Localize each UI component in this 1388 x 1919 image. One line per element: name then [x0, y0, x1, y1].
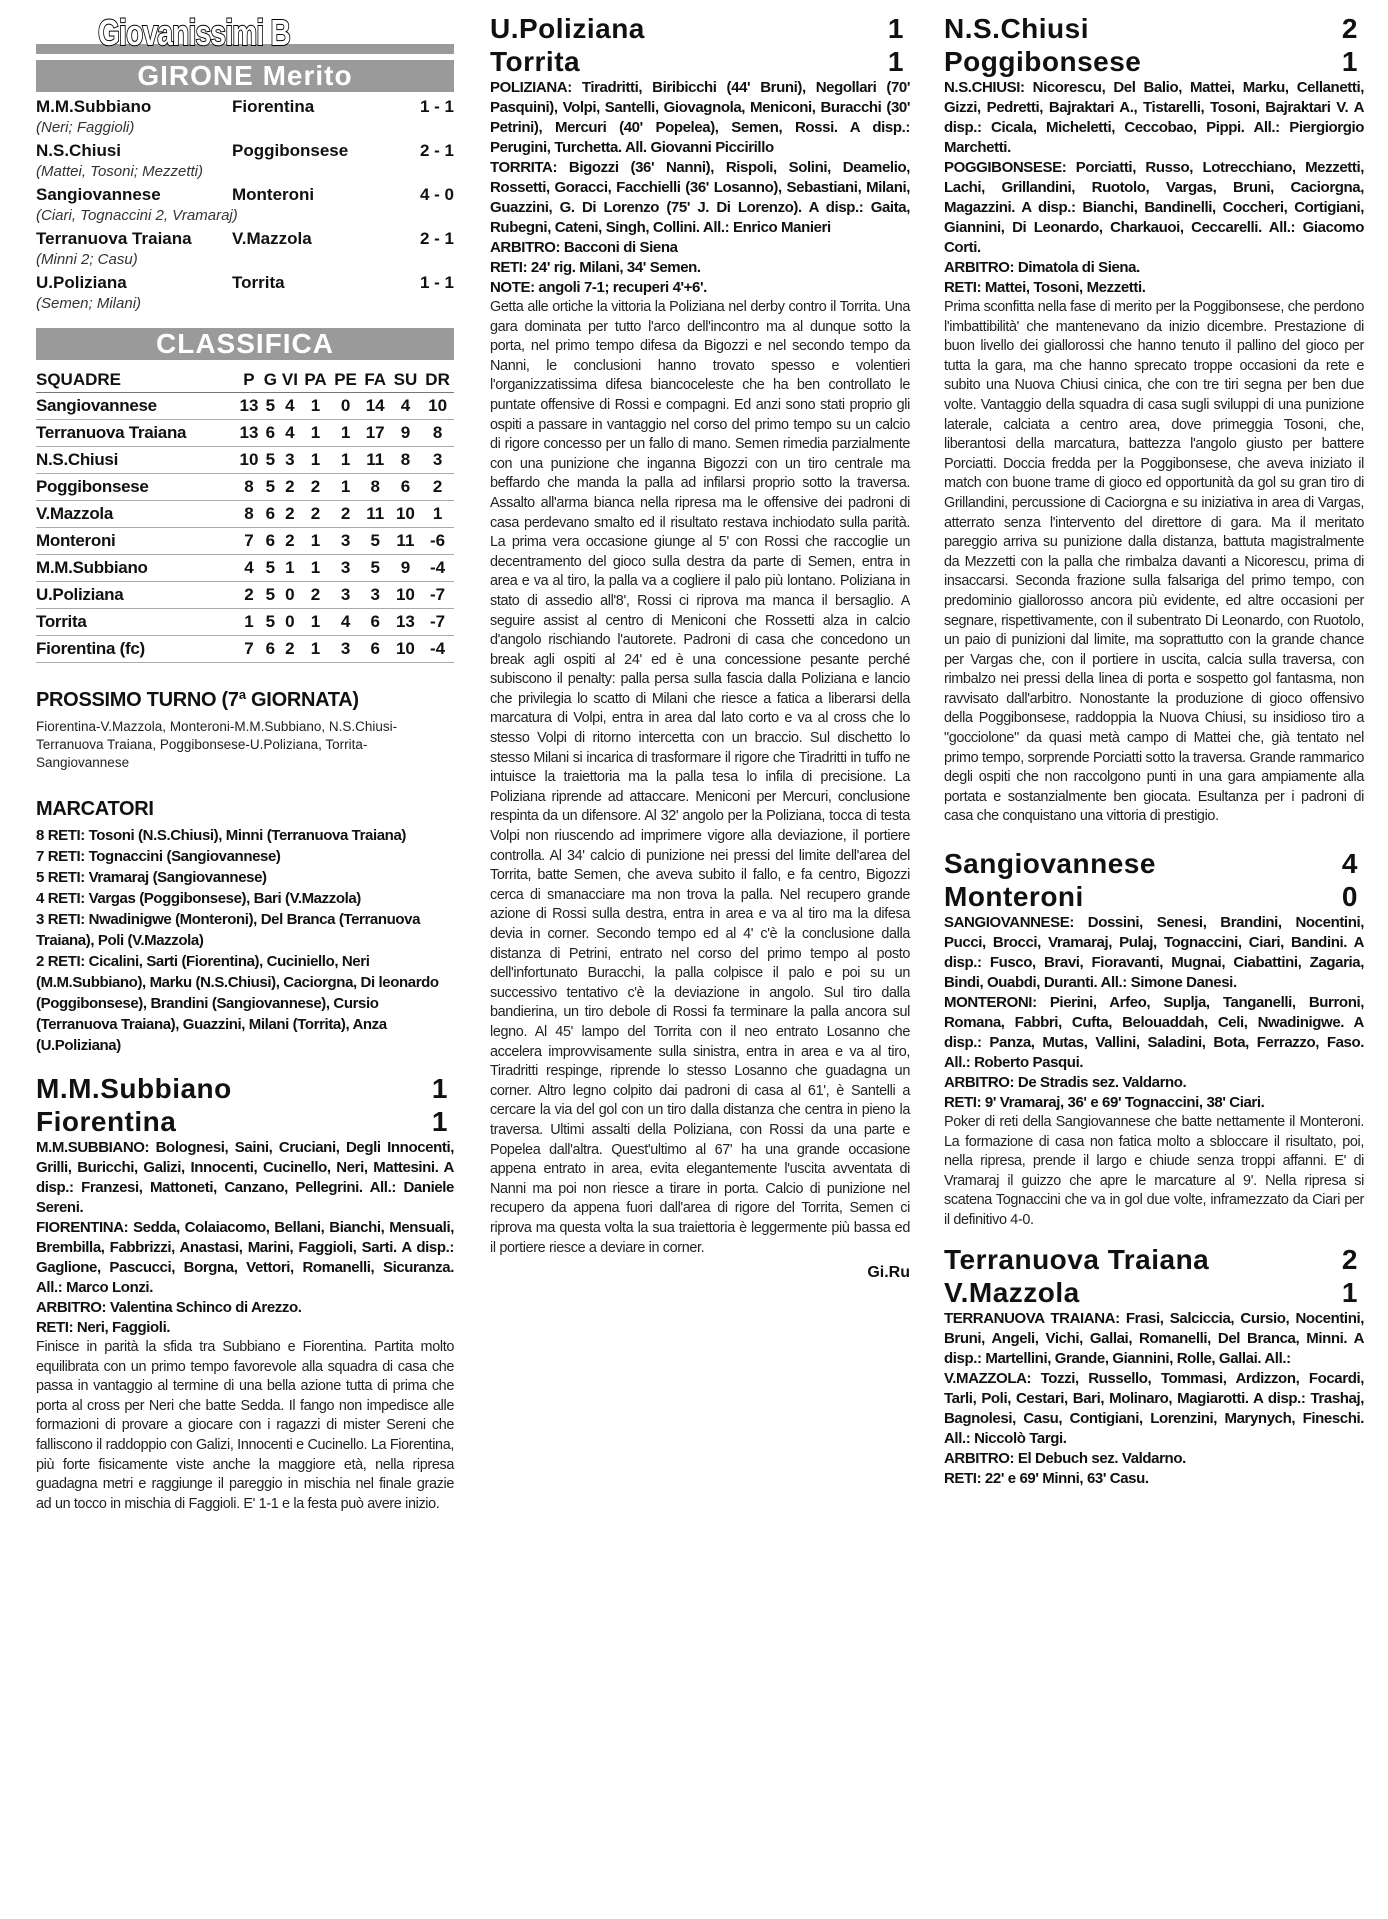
- away-team: Torrita: [232, 273, 285, 292]
- match-home-line: [944, 12, 1364, 45]
- stat-cell: 6: [262, 420, 280, 447]
- stat-cell: 13: [390, 609, 422, 636]
- stat-cell: 13: [236, 393, 261, 420]
- goals: RETI: Mattei, Tosoni, Mezzetti.: [944, 279, 1146, 296]
- away-team: Fiorentina: [36, 1106, 177, 1137]
- stat-cell: -4: [421, 555, 454, 582]
- col-header: DR: [421, 368, 454, 393]
- stat-cell: 6: [262, 528, 280, 555]
- marcatori-line: 4 RETI: Vargas (Poggibonsese), Bari (V.Mazzola): [36, 890, 361, 907]
- stat-cell: 5: [262, 582, 280, 609]
- referee: ARBITRO: Dimatola di Siena.: [944, 259, 1140, 276]
- col-header: PE: [330, 368, 360, 393]
- marcatori-line: 7 RETI: Tognaccini (Sangiovannese): [36, 848, 281, 865]
- col-header: PA: [301, 368, 331, 393]
- team-name: N.S.Chiusi: [36, 447, 236, 474]
- lineup-home: TERRANUOVA TRAIANA: Frasi, Salciccia, Cursio, Nocentini, Bruni, Angeli, Vichi, Gallai, Romanelli, Del Branca, Minni. A disp.: Martellini, Grande, Giannini, Rolle, Gallai. All.:: [944, 1309, 1364, 1367]
- page-title: Giovanissimi B: [98, 12, 290, 53]
- stat-cell: 10: [390, 636, 422, 663]
- stat-cell: 0: [330, 393, 360, 420]
- stat-cell: -6: [421, 528, 454, 555]
- stat-cell: 1: [330, 474, 360, 501]
- stat-cell: 6: [361, 636, 390, 663]
- lineup-away: MONTERONI: Pierini, Arfeo, Suplja, Tanganelli, Burroni, Romana, Fabbri, Cufta, Belouaddah, Celi, Nwadinigwe. A disp.: Panza, Mutas, Vallini, Saladini, Bota, Ferrazzo, Faso. All.: Roberto Pasqui.: [944, 994, 1364, 1072]
- stat-cell: 8: [390, 447, 422, 474]
- stat-cell: 3: [279, 447, 300, 474]
- team-name: Fiorentina (fc): [36, 636, 236, 663]
- home-team: N.S.Chiusi: [944, 13, 1090, 44]
- stat-cell: 0: [279, 609, 300, 636]
- stat-cell: 11: [361, 501, 390, 528]
- author-signature: Gi.Ru: [867, 1264, 910, 1282]
- stat-cell: 1: [301, 528, 331, 555]
- home-team: Sangiovannese: [944, 848, 1156, 880]
- stat-cell: 2: [279, 636, 300, 663]
- stat-cell: 7: [236, 636, 261, 663]
- marcatori-line: 5 RETI: Vramaraj (Sangiovannese): [36, 869, 267, 886]
- match-home-line: [944, 847, 1364, 880]
- match-away-line: [944, 45, 1364, 78]
- home-team: Terranuova Traiana: [36, 229, 192, 248]
- stat-cell: 1: [301, 636, 331, 663]
- lineup-home: POLIZIANA: Tiradritti, Biribicchi (44' Bruni), Negollari (70' Pasquini), Volpi, Santelli, Giovagnola, Meniconi, Buracchi (30' Petrini), Mercuri (40' Popelea), Semen, Rossi. A disp.: Perugini, Turchetta. All. Giovanni Piccirillo: [490, 79, 910, 156]
- result-item: [36, 184, 454, 226]
- column-middle: [490, 12, 910, 1282]
- stat-cell: 5: [262, 447, 280, 474]
- stat-cell: 10: [421, 393, 454, 420]
- stat-cell: 11: [361, 447, 390, 474]
- match-home-line: [36, 1072, 454, 1105]
- stat-cell: 2: [301, 501, 331, 528]
- result-item: [36, 96, 454, 138]
- score: 1 - 1: [419, 273, 454, 292]
- stat-cell: 2: [301, 582, 331, 609]
- stat-cell: 5: [361, 555, 390, 582]
- score: 2 - 1: [419, 141, 454, 160]
- stat-cell: 2: [421, 474, 454, 501]
- stat-cell: 1: [301, 393, 331, 420]
- match-home-line: [944, 1243, 1364, 1276]
- away-team: Poggibonsese: [944, 46, 1142, 77]
- col-header: SU: [390, 368, 422, 393]
- home-team: U.Poliziana: [36, 273, 127, 292]
- home-team: Terranuova Traiana: [944, 1243, 1210, 1275]
- stat-cell: 8: [236, 501, 261, 528]
- away-team: V.Mazzola: [944, 1276, 1080, 1308]
- referee: ARBITRO: Bacconi di Siena: [490, 239, 678, 256]
- stat-cell: 6: [361, 609, 390, 636]
- lineup-home: M.M.SUBBIANO: Bolognesi, Saini, Cruciani, Degli Innocenti, Grilli, Buricchi, Galizi, Innocenti, Cucinello, Neri, Mattesini. A disp.: Franzesi, Mattoneti, Canzano, Pellegrini. All.: Daniele Sereni.: [36, 1139, 454, 1216]
- goals: RETI: Neri, Faggioli.: [36, 1319, 171, 1336]
- stat-cell: 8: [236, 474, 261, 501]
- next-round-text: Fiorentina-V.Mazzola, Monteroni-M.M.Subbiano, N.S.Chiusi-Terranuova Traiana, Poggibonsese-U.Poliziana, Torrita-Sangiovannese: [36, 719, 398, 770]
- stat-cell: 6: [390, 474, 422, 501]
- referee: ARBITRO: De Stradis sez. Valdarno.: [944, 1074, 1187, 1092]
- stat-cell: 2: [236, 582, 261, 609]
- lineup-home: SANGIOVANNESE: Dossini, Senesi, Brandini, Nocentini, Pucci, Brocci, Vramaraj, Pulaj, Tognaccini, Ciari, Bandini. A disp.: Fusco, Bravi, Fioravanti, Mugnai, Ciabattini, Zagaria, Bindi, Ouabdi, Duranti. All.: Simone Danesi.: [944, 914, 1364, 992]
- standings-row: [36, 420, 454, 447]
- lineup-home: N.S.CHIUSI: Nicorescu, Del Balio, Mattei, Marku, Cellanetti, Gizzi, Pedretti, Bajraktari A., Tistarelli, Tosoni, Bajraktari V. A disp.: Cicala, Micheletti, Ceccobao, Pippi. All.: Piergiorgio Marchetti.: [944, 79, 1364, 156]
- goals: RETI: 24' rig. Milani, 34' Semen.: [490, 259, 701, 276]
- standings-row: [36, 555, 454, 582]
- stat-cell: 4: [279, 420, 300, 447]
- home-team: M.M.Subbiano: [36, 97, 152, 116]
- score: 1 - 1: [419, 97, 454, 116]
- marcatori-heading: MARCATORI: [36, 798, 154, 820]
- stat-cell: 13: [236, 420, 261, 447]
- result-item: [36, 140, 454, 182]
- stat-cell: 2: [279, 474, 300, 501]
- away-team: Monteroni: [232, 185, 315, 204]
- lineup-away: POGGIBONSESE: Porciatti, Russo, Lotrecchiano, Mezzetti, Lachi, Grillandini, Ruotolo, Vargas, Bruni, Caciorgna, Magazzini. A disp.: Bianchi, Bandinelli, Coccheri, Cortigiani, Giannini, Di Leonardo, Charkauoi, Ceccarelli. All.: Giacomo Corti.: [944, 159, 1364, 256]
- stat-cell: 2: [279, 501, 300, 528]
- away-team: V.Mazzola: [232, 229, 312, 248]
- girone-band: GIRONE Merito: [36, 60, 454, 92]
- stat-cell: 4: [330, 609, 360, 636]
- stat-cell: 3: [330, 528, 360, 555]
- stat-cell: 1: [330, 447, 360, 474]
- scorers: (Neri; Faggioli): [36, 119, 135, 136]
- stat-cell: 3: [330, 555, 360, 582]
- stat-cell: 1: [301, 420, 331, 447]
- marcatori-list: [36, 825, 454, 1056]
- stat-cell: 10: [390, 501, 422, 528]
- match-report: Poker di reti della Sangiovannese che batte nettamente il Monteroni. La formazione di casa non fatica molto a sbloccare il risultato, poi, nella ripresa, prende il largo e chiude senza troppi affanni. E' di Vramaraj il guizzo che apre le marcature al 9'. Nella ripresa si scatena Tognaccini che va in gol due volte, inframezzato da Ciari per il definitivo 4-0.: [944, 1114, 1364, 1228]
- stat-cell: 1: [279, 555, 300, 582]
- standings-row: [36, 447, 454, 474]
- notes: NOTE: angoli 7-1; recuperi 4'+6'.: [490, 279, 707, 296]
- stat-cell: 4: [279, 393, 300, 420]
- page-title-block: [36, 12, 454, 54]
- home-score: 1: [887, 13, 904, 44]
- home-team: U.Poliziana: [490, 13, 645, 44]
- team-name: M.M.Subbiano: [36, 555, 236, 582]
- goals: RETI: 22' e 69' Minni, 63' Casu.: [944, 1469, 1149, 1487]
- stat-cell: 2: [279, 528, 300, 555]
- stat-cell: 3: [330, 582, 360, 609]
- stat-cell: 1: [330, 420, 360, 447]
- match-article-terranuova: [944, 1243, 1364, 1489]
- stat-cell: -4: [421, 636, 454, 663]
- stat-cell: 10: [236, 447, 261, 474]
- team-name: Terranuova Traiana: [36, 420, 236, 447]
- match-article-sangiovannese: [944, 847, 1364, 1231]
- stat-cell: 5: [262, 393, 280, 420]
- stat-cell: 8: [361, 474, 390, 501]
- referee: ARBITRO: Valentina Schinco di Arezzo.: [36, 1299, 302, 1316]
- stat-cell: 1: [236, 609, 261, 636]
- home-score: 2: [1341, 1243, 1358, 1275]
- home-score: 1: [431, 1073, 448, 1104]
- match-away-line: [490, 45, 910, 78]
- stat-cell: 9: [390, 420, 422, 447]
- match-away-line: [36, 1105, 454, 1138]
- marcatori-line: 3 RETI: Nwadinigwe (Monteroni), Del Branca (Terranuova Traiana), Poli (V.Mazzola): [36, 911, 421, 949]
- stat-cell: 6: [262, 636, 280, 663]
- column-left: [36, 12, 454, 1514]
- column-right: [944, 12, 1364, 1489]
- stat-cell: 2: [301, 474, 331, 501]
- team-name: Torrita: [36, 609, 236, 636]
- col-header: G: [262, 368, 280, 393]
- standings-row: [36, 636, 454, 663]
- stat-cell: 6: [262, 501, 280, 528]
- score: 2 - 1: [419, 229, 454, 248]
- classifica-band: CLASSIFICA: [36, 328, 454, 360]
- stat-cell: 10: [390, 582, 422, 609]
- standings-header-row: [36, 368, 454, 393]
- stat-cell: 8: [421, 420, 454, 447]
- team-name: Sangiovannese: [36, 393, 236, 420]
- stat-cell: 3: [361, 582, 390, 609]
- standings-row: [36, 528, 454, 555]
- away-score: 1: [431, 1106, 448, 1137]
- away-score: 1: [1341, 46, 1358, 77]
- stat-cell: 3: [421, 447, 454, 474]
- scorers: (Minni 2; Casu): [36, 251, 138, 268]
- result-item: [36, 272, 454, 314]
- stat-cell: 1: [301, 447, 331, 474]
- lineup-away: TORRITA: Bigozzi (36' Nanni), Rispoli, Solini, Deamelio, Rossetti, Goracci, Facchielli (36' Losanno), Sebastiani, Milani, Guazzini, G. Di Lorenzo (75' J. Di Lorenzo). A disp.: Gaita, Rubegni, Cateni, Singh, Collini. All.: Enrico Manieri: [490, 159, 910, 236]
- next-round-heading: PROSSIMO TURNO (7ª GIORNATA): [36, 689, 359, 711]
- stat-cell: 5: [262, 609, 280, 636]
- away-score: 0: [1341, 881, 1358, 913]
- away-team: Monteroni: [944, 881, 1084, 913]
- scorers: (Mattei, Tosoni; Mezzetti): [36, 163, 203, 180]
- home-team: M.M.Subbiano: [36, 1073, 232, 1104]
- col-header: FA: [361, 368, 390, 393]
- away-team: Fiorentina: [232, 97, 315, 116]
- team-name: Monteroni: [36, 528, 236, 555]
- stat-cell: 1: [421, 501, 454, 528]
- match-home-line: [490, 12, 910, 45]
- away-team: Torrita: [490, 46, 581, 77]
- standings-row: [36, 474, 454, 501]
- away-team: Poggibonsese: [232, 141, 349, 160]
- match-article-subbiano: [36, 1072, 454, 1514]
- goals: RETI: 9' Vramaraj, 36' e 69' Tognaccini, 38' Ciari.: [944, 1094, 1265, 1112]
- away-score: 1: [887, 46, 904, 77]
- stat-cell: 3: [330, 636, 360, 663]
- match-away-line: [944, 1276, 1364, 1309]
- lineup-away: FIORENTINA: Sedda, Colaiacomo, Bellani, Bianchi, Mensuali, Brembilla, Fabbrizzi, Anastasi, Marini, Faggioli, Sarti. A disp.: Gaglione, Pascucci, Borgna, Vettori, Romanelli, Sicuranza. All.: Marco Lonzi.: [36, 1219, 454, 1296]
- home-team: N.S.Chiusi: [36, 141, 122, 160]
- away-score: 1: [1341, 1276, 1358, 1308]
- standings-row: [36, 393, 454, 420]
- stat-cell: 5: [262, 555, 280, 582]
- match-article-poliziana: [490, 12, 910, 1282]
- team-name: Poggibonsese: [36, 474, 236, 501]
- standings-row: [36, 609, 454, 636]
- stat-cell: 14: [361, 393, 390, 420]
- stat-cell: 4: [236, 555, 261, 582]
- marcatori-line: 2 RETI: Cicalini, Sarti (Fiorentina), Cuciniello, Neri (M.M.Subbiano), Marku (N.S.Chiusi), Caciorgna, Di leonardo (Poggibonsese), Brandini (Sangiovannese), Cursio (Terranuova Traiana), Guazzini, Milani (Torrita), Anza (U.Poliziana): [36, 953, 439, 1054]
- lineup-away: V.MAZZOLA: Tozzi, Russello, Tommasi, Ardizzon, Focardi, Tarli, Poli, Cestari, Bari, Molinaro, Magiarotti. A disp.: Trashaj, Bagnolesi, Casu, Contigiani, Lorenzini, Marynych, Fineschi. All.: Niccolò Targi.: [944, 1369, 1364, 1447]
- col-header: SQUADRE: [36, 368, 236, 393]
- match-report: Getta alle ortiche la vittoria la Poliziana nel derby contro il Torrita. Una gara dominata per tutto l'arco dell'incontro ma al dunque sotto la porta, nel primo tempo difesa da Bigozzi e nel secondo tempo da Nanni, le conclusioni hanno trovato spesso e volentieri l'organizzatissima difesa biancoceleste che ha ben controllato le puntate offensive di Rossi e compagni. Ed anzi sono stati proprio gli ospiti a passare in vantaggio nel corso del primo tempo su un calcio di rigore concesso per un fallo di mano. Semen rimedia parzialmente con una punizione che inganna Bigozzi con un tiro centrale ma beffardo che manda la palla ad infilarsi proprio sotto la traversa. Assalto all'arma bianca nella ripresa ma le offensive dei padroni di casa perdevano smalto ed il risultato restava inchiodato sulla parità. La prima vera occasione giunge al 5' con Rossi che raccoglie un decentramento del gioco sulla destra da parte di Semen, entra in area e va al tiro, la palla va a cogliere il palo più lontano. Poliziana in stato di assedio all'8', Rossi ci riprova ma manca il bersaglio. A seguire assist al centro di Meniconi che Rossetti alza in calcio d'angolo rischiando l'autorete. Padroni di casa che concedono un break agli ospiti al 24' ed è una concessione pesante perché subiscono il penalty: palla persa sulla fascia dalla Poliziana e lancio che privilegia lo scatto di Milani che riesce a fatica a liberarsi della marcatura di Volpi, entra in area dal lato corto e va al cross che lo stesso Volpi di ritorno intercetta con un braccio. Sul dischetto lo stesso Milani si incarica di trasformare il rigore che Tiradritti in tuffo ne intuisce la traiettoria ma la palla tesa lo infila di precisione. La Poliziana riprende ad attaccare. Meniconi per Mercuri, conclusione respinta da un difensore. Al 32' angolo per la Poliziana, tocca di testa Volpi non riuscendo ad imprimere vigore alla deviazione, il portiere controlla. Al 34' calcio di punizione nei pressi del limite dell'area del Torrita, batte Semen, che aveva subito il fallo, e fa centro, Bigozzi cerca di smanacciare ma non trova la palla. Nel recupero grande azione di Rossi sulla destra, entra in area e va al tiro ma la difesa devia in corner. Secondo tempo ed al 4' c'è la conclusione dalla distanza di Petrini, entrato nel corso del primo tempo al posto dell'infortunato Buracchi, la palla colpisce il palo e poi su un successivo tentativo c'è la deviazione in angolo. Sul tiro dalla bandierina, un tiro debole di Rossi fa terminare la palla ancora sul legno. Al 45' lampo del Torrita con il neo entrato Losanno che accelera improvvisamente sulla sinistra, entra in area e va al tiro, Tiradritti respinge, riprende lo stesso Losanno che guadagna un corner. Altro legno colpito dai padroni di casa al 61', è Santelli a cercare la via del gol con un tiro dalla distanza che centra in pieno la traversa. Ultimi assalti della Poliziana, con Rossi da una parte e Popelea dall'altra. Quest'ultimo al 67' ha una grande occasione appena entrato in area, evita elegantemente l'uscita avventata di Nanni ma poi non riesce a tirare in porta. Calcio di punizione nel recupero da appena fuori dall'area di rigore del Torrita, Semen ci riprova ma questa volta la sua traiettoria è leggermente più bassa ed il portiere riesce a deviare in corner.: [490, 299, 910, 1256]
- home-team: Sangiovannese: [36, 185, 161, 204]
- stat-cell: 0: [279, 582, 300, 609]
- result-item: [36, 228, 454, 270]
- stat-cell: 5: [361, 528, 390, 555]
- stat-cell: 5: [262, 474, 280, 501]
- stat-cell: 17: [361, 420, 390, 447]
- score: 4 - 0: [419, 185, 454, 204]
- match-report: Finisce in parità la sfida tra Subbiano e Fiorentina. Partita molto equilibrata con un primo tempo favorevole alla squadra di casa che passa in vantaggio al termine di una bella azione tutta di prima che porta al cross per Neri che batte Sedda. Il fango non impedisce alle formazioni di provare a giocare con i ragazzi di mister Sereni che falliscono il raddoppio con Galizi, Innocenti e Cucinello. La Fiorentina, più forte fisicamente viste anche la maggiore età, nella ripresa guadagna metri e raggiunge il pareggio in mischia nel finale grazie ad un tocco in mischia di Faggioli. E' 1-1 e la festa può avere inizio.: [36, 1339, 454, 1512]
- stat-cell: -7: [421, 609, 454, 636]
- match-away-line: [944, 880, 1364, 913]
- stat-cell: 1: [301, 609, 331, 636]
- stat-cell: 4: [390, 393, 422, 420]
- stat-cell: 7: [236, 528, 261, 555]
- marcatori-line: 8 RETI: Tosoni (N.S.Chiusi), Minni (Terranuova Traiana): [36, 827, 406, 844]
- team-name: V.Mazzola: [36, 501, 236, 528]
- referee: ARBITRO: El Debuch sez. Valdarno.: [944, 1449, 1186, 1467]
- stat-cell: 2: [330, 501, 360, 528]
- col-header: VI: [279, 368, 300, 393]
- standings-table: [36, 368, 454, 663]
- col-header: P: [236, 368, 261, 393]
- scorers: (Ciari, Tognaccini 2, Vramaraj): [36, 207, 238, 224]
- standings-row: [36, 501, 454, 528]
- standings-row: [36, 582, 454, 609]
- results-list: [36, 96, 454, 314]
- team-name: U.Poliziana: [36, 582, 236, 609]
- home-score: 2: [1341, 13, 1358, 44]
- match-report: Prima sconfitta nella fase di merito per la Poggibonsese, che perdono l'imbattibilità' che mantenevano da inizio dicembre. Prestazione di buon livello dei giallorossi che hanno tenuto il pallino del gioco per tutta la gara, ma che hanno sprecato troppe occasioni da rete e subito una Nuova Chiusi cinica, che con tre tiri segna per ben due volte. Vantaggio della squadra di casa sugli sviluppi di una punizione laterale, calciata a centro area, dove primeggia Tosoni, che, liberantosi della marcatura, battezza l'angolo giusto per battere Porciatti. Doccia fredda per la Poggibonsese, che aveva iniziato il match con buone trame di gioco ed opportunità da gol su gran tiro di Grillandini, percussione di Caciorgna e su iniziativa in area di Vargas, atterrato senza l'intervento del direttore di gara. Ma il meritato pareggio arriva su punizione dalla distanza, battuta magistralmente da Mezzetti con la palla che rimbalza davanti a Nicorescu, prima di insaccarsi. Seconda frazione sulla falsariga del primo tempo, con predominio giallorosso ancora più evidente, ed altre occasioni per segnare, rispettivamente, con il subentrato Di Leonardo, con Ruotolo, un paio di punizioni dal limite, ma soprattutto con la grande chance per Vargas che, con il portiere in uscita, calcia sulla traversa, con rimbalzo nei pressi della linea di porta e sospetto gol fantasma, non ravvisato dall'arbitro. Nonostante la produzione di gioco offensivo della Poggibonsese, raddoppia la Nuova Chiusi, su insidioso tiro a "gocciolone" da quasi metà campo di Mattei che, già tentato nel primo tempo, sorprende Porciatti sotto la traversa. Grande rammarico degli ospiti che non raccolgono punti in una gara ampiamente alla portata e sostanzialmente ben giocata. Esultanza per i padroni di casa che conquistano una vittoria di prestigio.: [944, 299, 1364, 825]
- match-article-chiusi: [944, 12, 1364, 827]
- stat-cell: 1: [301, 555, 331, 582]
- home-score: 4: [1341, 848, 1358, 880]
- stat-cell: 9: [390, 555, 422, 582]
- stat-cell: -7: [421, 582, 454, 609]
- scorers: (Semen; Milani): [36, 295, 142, 312]
- stat-cell: 11: [390, 528, 422, 555]
